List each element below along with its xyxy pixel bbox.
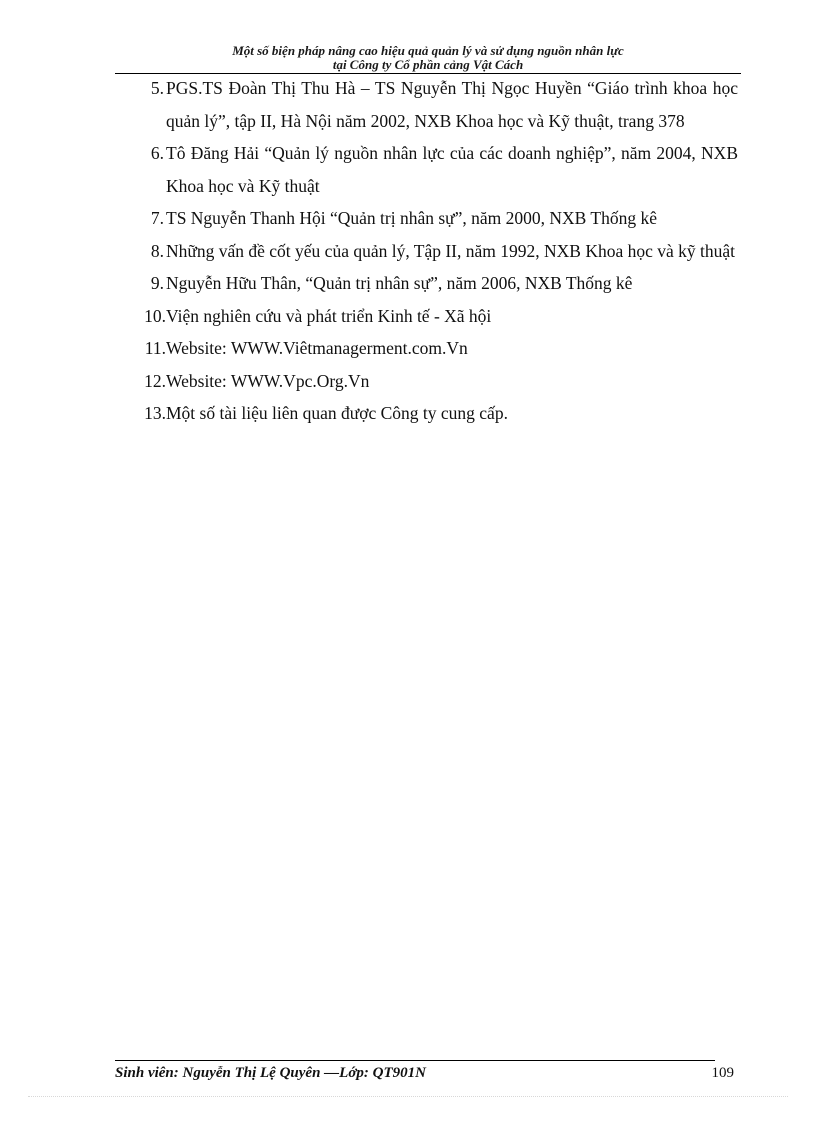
reference-text: PGS.TS Đoàn Thị Thu Hà – TS Nguyễn Thị Ngọc Huyền “Giáo trình khoa học quản lý”, tập II, Hà Nội năm 2002, NXB Khoa học và Kỹ thuật, trang 378: [166, 78, 738, 131]
reference-item-13: [138, 397, 738, 430]
reference-number: 13.: [144, 403, 166, 423]
reference-item-11: [138, 332, 738, 365]
reference-list: [138, 72, 738, 430]
reference-item-8: [138, 235, 738, 268]
reference-item-5: [138, 72, 738, 137]
reference-number: 10.: [144, 305, 166, 326]
reference-text: TS Nguyễn Thanh Hội “Quản trị nhân sự”, năm 2000, NXB Thống kê: [166, 208, 657, 228]
reference-number: 9.: [150, 273, 164, 293]
footer-student-info: Sinh viên: Nguyễn Thị Lệ Quyên —Lớp: QT901N: [115, 1065, 426, 1081]
reference-text: Website: WWW.Vpc.Org.Vn: [166, 370, 370, 391]
footer-divider: [115, 1060, 715, 1061]
reference-number: 6.: [150, 143, 164, 163]
reference-item-6: [138, 137, 738, 202]
page-bottom-edge: [28, 1096, 788, 1097]
reference-number: 5.: [150, 78, 164, 98]
header-title-line-2: tại Công ty Cổ phần cảng Vật Cách: [332, 57, 524, 72]
reference-item-10: [138, 300, 738, 333]
reference-item-12: [138, 365, 738, 398]
reference-text: Tô Đăng Hải “Quản lý nguồn nhân lực của các doanh nghiệp”, năm 2004, NXB Khoa học và Kỹ thuật: [166, 143, 738, 196]
reference-number: 7.: [150, 208, 164, 228]
page-header: [115, 44, 741, 72]
reference-number: 8.: [150, 240, 164, 261]
reference-number: 11.: [144, 338, 166, 358]
reference-item-9: [138, 267, 738, 300]
reference-text: Một số tài liệu liên quan được Công ty cung cấp.: [166, 403, 508, 423]
reference-number: 12.: [144, 370, 166, 391]
reference-text: Những vấn đề cốt yếu của quản lý, Tập II, năm 1992, NXB Khoa học và kỹ thuật: [166, 240, 736, 261]
reference-text: Viện nghiên cứu và phát triển Kinh tế - Xã hội: [166, 305, 492, 326]
reference-item-7: [138, 202, 738, 235]
page-number: 109: [711, 1065, 734, 1081]
reference-text: Website: WWW.Viêtmanagerment.com.Vn: [166, 338, 468, 358]
header-title-line-1: Một số biện pháp nâng cao hiệu quả quản lý và sử dụng nguồn nhân lực: [232, 43, 624, 58]
reference-text: Nguyễn Hữu Thân, “Quản trị nhân sự”, năm 2006, NXB Thống kê: [166, 273, 633, 293]
